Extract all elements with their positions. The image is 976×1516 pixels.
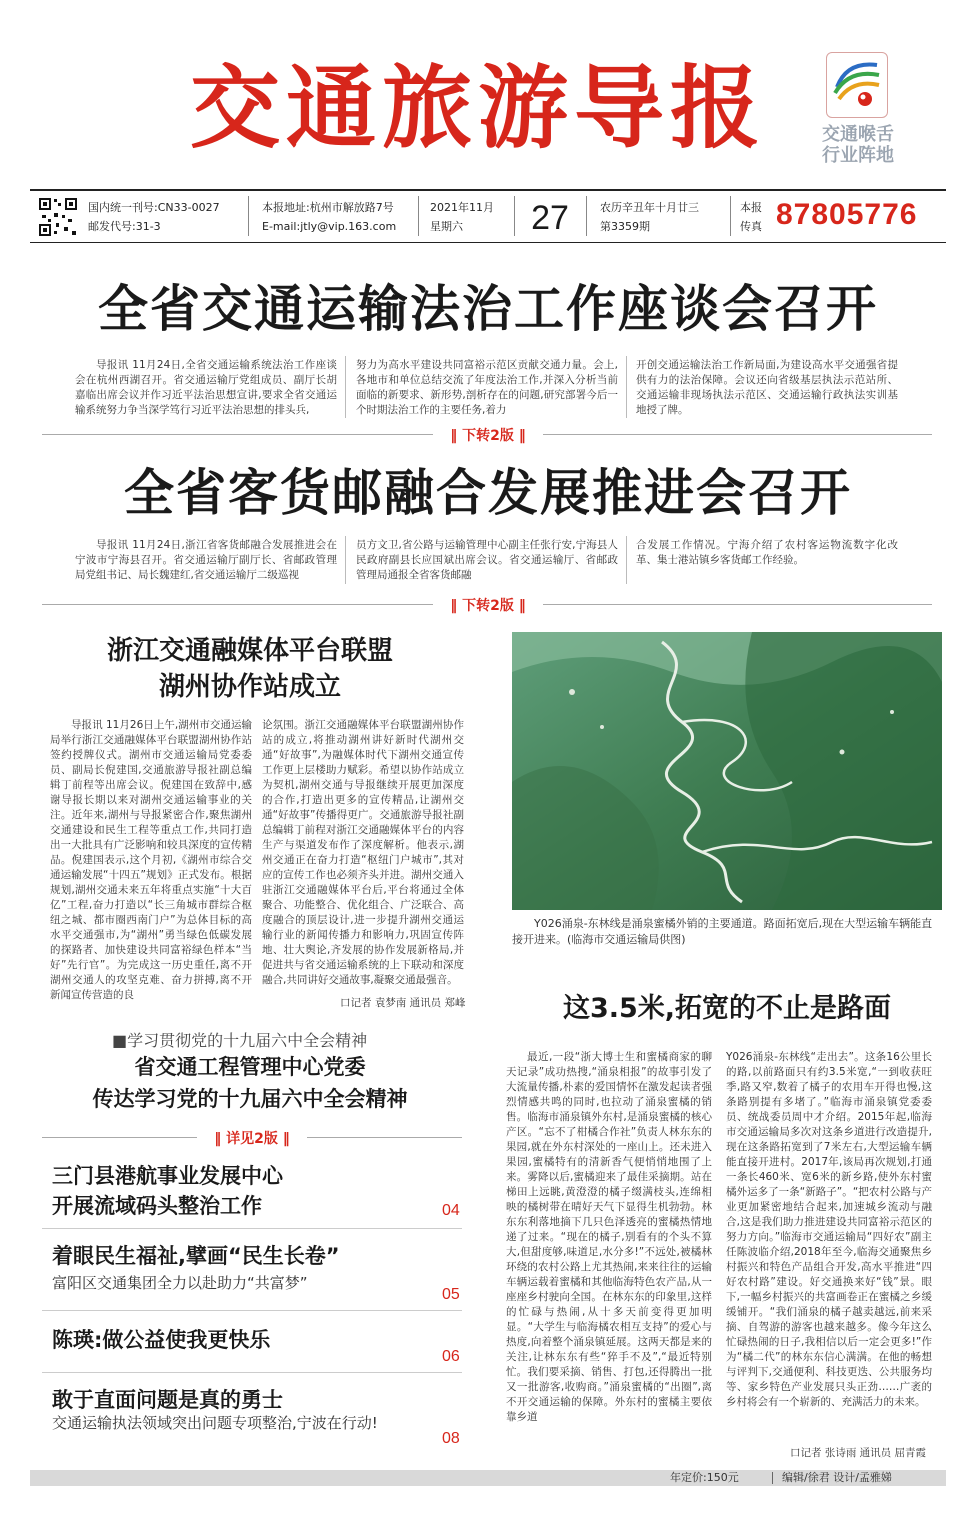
info-weekday: 星期六 (430, 220, 463, 233)
info-email: E-mail:jtly@vip.163.com (262, 220, 397, 233)
article2-column-3: 合发展工作情况。宁海介绍了农村客运物流数字化改革、集士港站镇乡客货邮工作经验。 (636, 539, 898, 566)
info-divider (730, 196, 731, 236)
info-fax-label-1: 本报 (740, 201, 762, 214)
info-cn-number: 国内统一刊号:CN33-0027 (88, 201, 220, 214)
toc-item-4-title[interactable]: 敢于直面问题是真的勇士 (52, 1388, 283, 1412)
toc-divider (42, 1310, 462, 1311)
toc-item-2-title[interactable]: 着眼民生福祉,擘画“民生长卷” (52, 1244, 340, 1268)
toc-item-3-page: 06 (442, 1348, 460, 1365)
footer-divider (772, 1472, 773, 1484)
article1-column-1: 导报讯 11月24日,全省交通运输系统法治工作座谈会在杭州西湖召开。省交通运输厅党组成员、副厅长胡嘉临出席会议并作习近平法治思想宣讲,要求全省交通运输系统努力争当深学笃行习近平法治思想的排头兵, (75, 359, 337, 416)
article2-headline: 全省客货邮融合发展推进会召开 (124, 464, 852, 522)
masthead-title: 交通旅游导报 (190, 55, 766, 161)
toc-item-4-subtitle: 交通运输执法领域突出问题专项整治,宁波在行动! (52, 1414, 378, 1432)
article5-kicker: ■学习贯彻党的十九届六中全会精神 (112, 1031, 368, 1050)
article4-byline: 口记者 张诗雨 通讯员 屈青霞 (790, 1447, 927, 1459)
toc-item-1-title-line-2[interactable]: 开展流域码头整治工作 (52, 1194, 262, 1218)
photo-mountain-road (512, 632, 942, 910)
article3-byline: 口记者 袁梦南 通讯员 郑峰 (340, 997, 466, 1009)
column-divider (345, 356, 346, 418)
info-year-month: 2021年11月 (430, 201, 494, 214)
column-divider (626, 536, 627, 584)
article4-column-1: 最近,一段“浙大博士生和蜜橘商家的聊天记录”成功热搜,“涌泉相报”的故事引发了大流量传播,朴素的爱国情怀在激发起读者强烈情感共鸣的同时,也拉动了涌泉蜜橘的销售。临海市涌泉镇外东村,是涌泉蜜橘的核心产区。“忘不了柑橘合作社”负责人林东东的果园,就在外东村深处的一座山上。还未进入果园,蜜橘特有的清新香气便悄悄地围了上来。雾降以后,蜜橘迎来了最佳采摘期。站在梯田上远眺,黄澄澄的橘子缀满枝头,连绵相映的橘树带在晴好天气下显得生机勃勃。林东东利落地摘下几只色泽透亮的蜜橘热情地递了过来。“现在的橘子,别看有的个头不算大,但甜度够,味道足,水分多!”不远处,被橘林环绕的农村公路上尤其热闹,来来往往的运输车辆运载着蜜橘和其他临海特色农产品,从一座座乡村驶向全国。在林东东的印象里,这样的忙碌与热闹,从十多天前变得更加明显。“大学生与临海橘农相互支持”的爱心与热度,向着整个涌泉镇延展。这两天都是来的关注,让林东东有些“猝手不及”,“最近特别忙。我们要采摘、销售、打包,还得腾出一批又一批游客,收购商。”涌泉蜜橘的“出圈”,离不开交通运输的保障。外东村的蜜橘主要依靠乡道 (506, 1051, 712, 1423)
toc-item-2-page: 05 (442, 1286, 460, 1303)
article5-headline-line-2: 传达学习党的十九届六中全会精神 (92, 1087, 408, 1111)
toc-item-1-page: 04 (442, 1202, 460, 1219)
article4-headline: 这3.5米,拓宽的不止是路面 (562, 993, 892, 1024)
masthead-slogan (798, 124, 918, 166)
article5-see-page[interactable]: ‖ 详见2版 ‖ (197, 1128, 307, 1148)
article3-headline-line-1: 浙江交通融媒体平台联盟 (106, 636, 393, 666)
toc-item-1-title[interactable]: 三门县港航事业发展中心 (52, 1164, 283, 1188)
toc-divider (42, 1228, 462, 1229)
info-divider (514, 196, 515, 236)
toc-divider (42, 1372, 462, 1373)
info-day: 27 (531, 199, 569, 237)
column-divider (626, 356, 627, 418)
slogan-line-2: 行业阵地 (822, 145, 894, 166)
article1-column-2: 努力为高水平建设共同富裕示范区贡献交通力量。会上,各地市和单位总结交流了年度法治工作,并深入分析当前面临的新要求、新形势,剖析存在的问题,研究部署今后一个时期法治工作的主要任务,着力 (356, 359, 618, 416)
info-divider (248, 196, 249, 236)
toc-item-4-page: 08 (442, 1430, 460, 1447)
info-fax-label-2: 传真 (740, 220, 762, 233)
photo-caption: Y026涌泉-东林线是涌泉蜜橘外销的主要通道。路面拓宽后,现在大型运输车辆能直接开进来。(临海市交通运输局供图) (512, 917, 933, 946)
article5-headline-line-1: 省交通工程管理中心党委 (134, 1055, 366, 1079)
info-address: 本报地址:杭州市解放路7号 (262, 201, 394, 214)
article3-column-1: 导报讯 11月26日上午,湖州市交通运输局举行浙江交通融媒体平台联盟湖州协作站签约授牌仪式。湖州市交通运输局党委委员、副局长倪建国,交通旅游导报社副总编辑丁前程等出席会议。倪建国在致辞中,感谢导报长期以来对湖州交通运输事业的关注。近年来,湖州与导报紧密合作,聚焦湖州交通建设和民生工程等重点工作,共同打造出一大批具有广泛影响和较具深度的宣传精品。倪建国表示,这个月初,《湖州市综合交通运输发展“十四五”规划》正式发布。根据规划,湖州交通未来五年将重点实施“十大百亿”工程,奋力打造以“长三角城市群综合枢纽之城、都市圈西南门户”为总体目标的高水平交通强市,为“湖州”勇当绿色低碳发展的探路者、加快建设共同富裕绿色样本“当好”先行官”。为完成这一历史重任,离不开湖州交通人的攻坚克难、奋力拼搏,离不开新闻宣传营造的良 (50, 719, 252, 1001)
article2-turn-to-page[interactable]: ‖ 下转2版 ‖ (433, 595, 543, 615)
article1-column-3: 开创交通运输法治工作新局面,为建设高水平交通强省提供有力的法治保障。会议还向省级基层执法示范站所、交通运输非现场执法示范区、交通运输行政执法实训基地授了牌。 (636, 359, 898, 416)
toc-item-3-title[interactable]: 陈瑛:做公益使我更快乐 (52, 1328, 271, 1352)
footer-editor: 编辑/徐君 设计/孟雅娣 (782, 1471, 892, 1484)
info-lunar-date: 农历辛丑年十月廿三 (600, 201, 699, 214)
info-divider (586, 196, 587, 236)
article1-headline: 全省交通运输法治工作座谈会召开 (98, 280, 878, 338)
article3-column-2: 论氛围。浙江交通融媒体平台联盟湖州协作站的成立,将推动湖州讲好新时代湖州交通“好故事”,为融媒体时代下湖州交通宣传工作更上层楼助力赋彩。希望以协作站成立为契机,湖州交通与导报继续开展更加深度的合作,打造出更多的宣传精品,让湖州交通“好故事”传播得更广。交通旅游导报社副总编辑丁前程对浙江交通融媒体平台的内容生产与渠道发布作了深度解析。他表示,湖州交通正在奋力打造“枢纽门户城市”,其对应的宣传工作也必须齐头并进。湖州交通入驻浙江交通融媒体平台后,平台将通过全体聚合、功能整合、优化组合、广泛联合、高度融合的顶层设计,进一步提升湖州交通运输行业的新闻传播力和影响力,巩固宣传阵地、壮大舆论,齐发展的协作发展新格局,并促进共与省交通运输系统的上下联动和深度融合,共同讲好交通故事,凝聚交通最强音。 (262, 719, 464, 986)
info-fax-number: 87805776 (776, 198, 918, 231)
info-bar-bottom-rule (30, 242, 946, 243)
article3-headline-line-2: 湖州协作站成立 (158, 672, 341, 702)
info-postal-code: 邮发代号:31-3 (88, 220, 161, 233)
article4-column-2: Y026涌泉-东林线“走出去”。这条16公里长的路,以前路面只有约3.5米宽,“一到收获旺季,路又窄,数着了橘子的农用车开得也慢,这条路别提有多堵了。”临海市涌泉镇党委委员、统战委员周中才介绍。2015年起,临海市交通运输局多次对这条乡道进行改造提升,现在这条路拓宽到了7米左右,大型运输车辆能直接开进村。2017年,该局再次规划,打通一条长460米、宽6米的新乡路,使外东村蜜橘外运多了一条“新路子”。“把农村公路与产业更加紧密地结合起来,加速城乡流动与融合,这是我们助力推进建设共同富裕示范区的努力方向。”临海市交通运输局“四好农”副主任陈波临介绍,2018年至今,临海交通聚焦乡村振兴和特色产品组合开发,高水平推进“四好农村路”建设。好交通换来好“钱”景。眼下,一幅乡村振兴的共富画卷正在蜜橘之乡缓缓铺开。“我们涌泉的橘子越卖越远,前来采摘、自驾游的游客也越来越多。像今年这么忙碌热闹的日子,我相信以后一定会更多!”作为“橘二代”的林东东信心满满。在他的畅想与评判下,交通便利、科技更迭、公共服务均等、家乡特色产业发展只头正劲……广袤的乡村将会有一个崭新的、充满活力的未来。 (726, 1051, 932, 1408)
slogan-line-1: 交通喉舌 (822, 124, 894, 145)
info-divider (418, 196, 419, 236)
footer-price: 年定价:150元 (670, 1471, 739, 1484)
qr-code-icon (38, 197, 78, 237)
info-issue-number: 第3359期 (600, 220, 650, 233)
info-bar-top-rule (30, 189, 946, 191)
article1-turn-to-page[interactable]: ‖ 下转2版 ‖ (433, 425, 543, 445)
newspaper-logo-icon (826, 52, 888, 118)
column-divider (345, 536, 346, 584)
article2-column-1: 导报讯 11月24日,浙江省客货邮融合发展推进会在宁波市宁海县召开。省交通运输厅副厅长、省邮政管理局党组书记、局长魏建红,省交通运输厅二级巡视 (75, 539, 337, 581)
article2-column-2: 员方文卫,省公路与运输管理中心副主任张行安,宁海县人民政府副县长应国斌出席会议。省交通运输厅、省邮政管理局通报全省客货邮融 (356, 539, 618, 581)
toc-item-2-subtitle: 富阳区交通集团全力以赴助力“共富梦” (52, 1274, 308, 1292)
